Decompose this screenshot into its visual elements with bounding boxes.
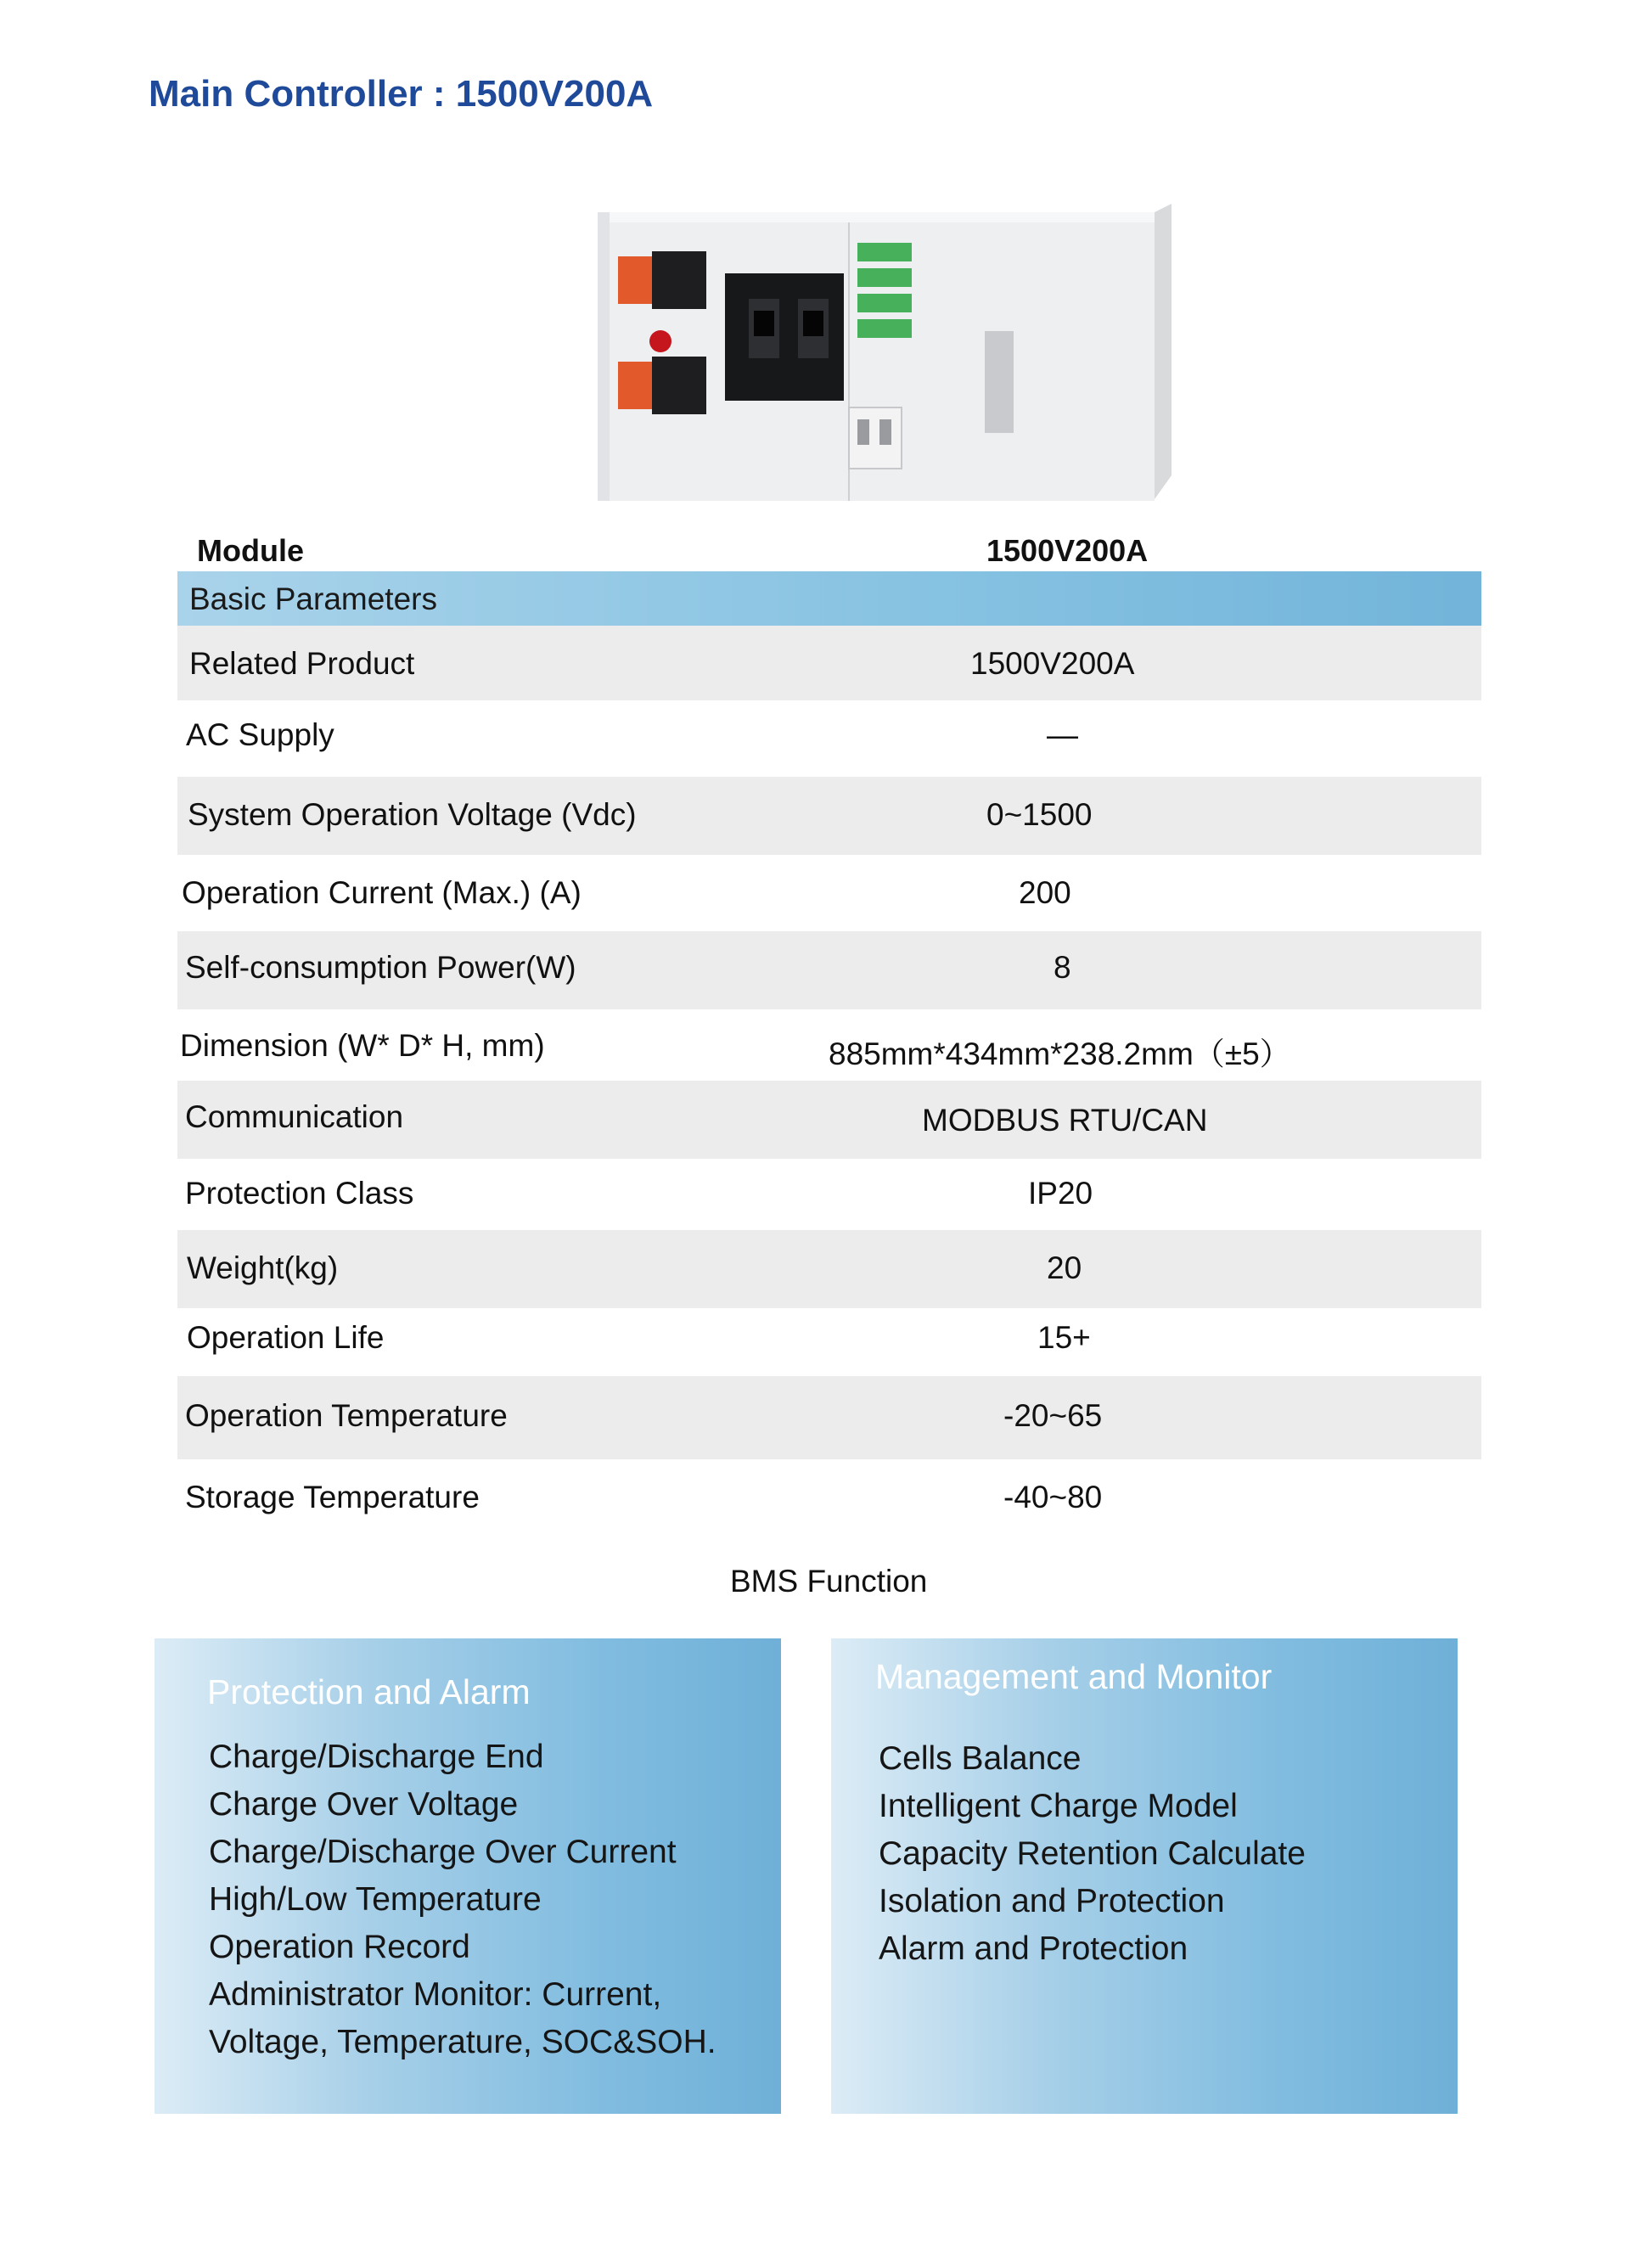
page-title: Main Controller : 1500V200A (149, 73, 654, 115)
terminal-top-black (652, 251, 706, 309)
list-item: Charge/Discharge Over Current (209, 1834, 677, 1870)
row-label: Self-consumption Power(W) (185, 950, 576, 985)
section-basic-parameters (177, 571, 1481, 626)
management-monitor-list (879, 1735, 1306, 1973)
protection-alarm-list (209, 1733, 716, 2066)
table-row (177, 931, 1481, 1009)
list-item: Charge/Discharge End (209, 1739, 544, 1775)
row-value: IP20 (1028, 1176, 1093, 1211)
row-label: Operation Life (187, 1320, 385, 1355)
section-title: Basic Parameters (189, 582, 437, 616)
list-item: Voltage, Temperature, SOC&SOH. (209, 2024, 716, 2060)
list-item: Charge Over Voltage (209, 1786, 519, 1823)
row-label: Dimension (W* D* H, mm) (180, 1028, 545, 1063)
protection-alarm-card (155, 1638, 781, 2114)
table-row (177, 1081, 1481, 1159)
row-label: Protection Class (185, 1176, 414, 1211)
table-row (177, 777, 1481, 855)
small-breaker (849, 407, 902, 469)
table-row (177, 1376, 1481, 1459)
list-item: Administrator Monitor: Current, (209, 1976, 662, 2013)
row-value: 200 (1019, 875, 1071, 910)
row-value: 20 (1047, 1250, 1082, 1285)
list-item: High/Low Temperature (209, 1881, 542, 1918)
list-item: Intelligent Charge Model (879, 1788, 1238, 1824)
list-item: Cells Balance (879, 1740, 1082, 1777)
row-label: AC Supply (186, 717, 334, 752)
table-header-label: Module (197, 533, 304, 568)
table-header-value: 1500V200A (986, 533, 1149, 568)
table-header (197, 526, 1496, 572)
row-value: 885mm*434mm*238.2mm（±5） (829, 1037, 1291, 1071)
row-label: Operation Current (Max.) (A) (182, 875, 582, 910)
table-row (177, 1308, 1481, 1376)
row-label: Storage Temperature (185, 1480, 480, 1514)
table-row (177, 855, 1481, 931)
row-value: 1500V200A (970, 646, 1135, 681)
indicator-light (649, 330, 671, 352)
table-row (177, 1459, 1481, 1534)
list-item: Alarm and Protection (879, 1930, 1188, 1967)
list-item: Capacity Retention Calculate (879, 1835, 1306, 1872)
row-label: Communication (185, 1099, 404, 1134)
protection-alarm-title: Protection and Alarm (207, 1672, 531, 1711)
row-value: 8 (1054, 950, 1071, 985)
management-monitor-card (831, 1638, 1458, 2114)
bms-function-title: BMS Function (730, 1564, 928, 1599)
table-row (177, 1159, 1481, 1230)
row-value: MODBUS RTU/CAN (922, 1103, 1208, 1138)
row-label: Related Product (189, 646, 415, 681)
row-value: -40~80 (1003, 1480, 1103, 1514)
terminal-bottom-black (652, 357, 706, 414)
row-label: System Operation Voltage (Vdc) (188, 797, 637, 832)
controller-product-image (509, 161, 1256, 518)
list-item: Isolation and Protection (879, 1883, 1225, 1919)
row-value: -20~65 (1003, 1398, 1103, 1433)
table-row (177, 1230, 1481, 1308)
row-label: Operation Temperature (185, 1398, 508, 1433)
row-value: — (1047, 717, 1078, 752)
terminal-top-orange (618, 256, 652, 304)
row-label: Weight(kg) (187, 1250, 339, 1285)
table-row (177, 1009, 1481, 1081)
row-value: 0~1500 (986, 797, 1093, 832)
table-row (177, 626, 1481, 700)
terminal-bottom-orange (618, 362, 652, 409)
table-row (177, 700, 1481, 777)
list-item: Operation Record (209, 1929, 470, 1965)
management-monitor-title: Management and Monitor (875, 1657, 1273, 1696)
row-value: 15+ (1037, 1320, 1091, 1355)
